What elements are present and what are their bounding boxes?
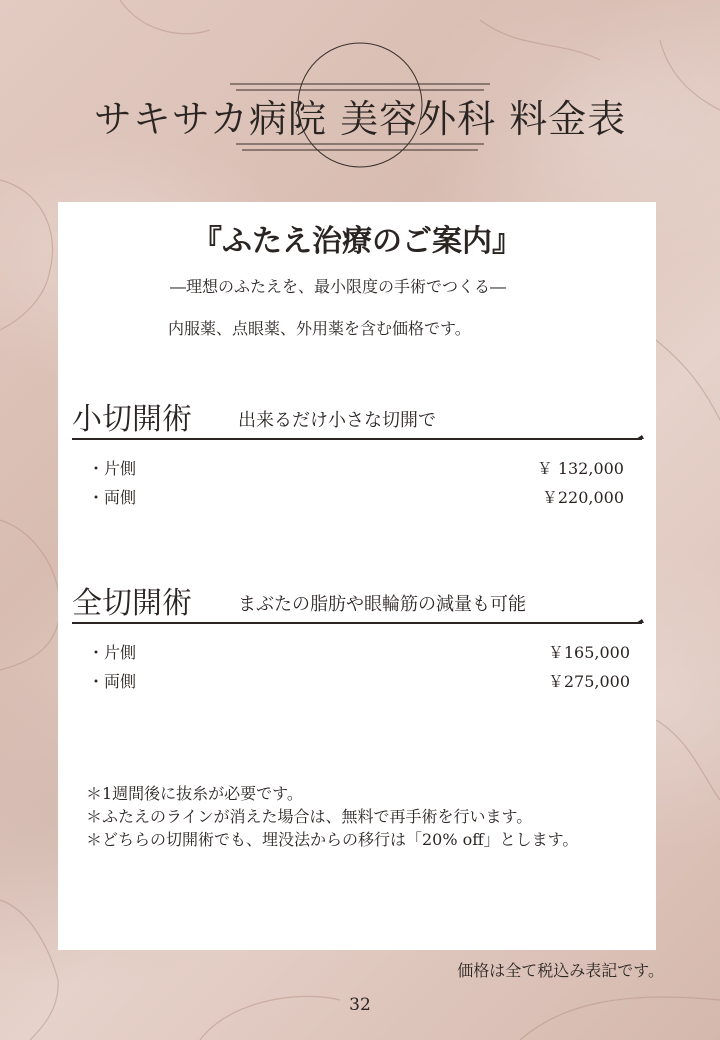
price-row: [72, 452, 642, 481]
section-description: まぶたの脂肪や眼輪筋の減量も可能: [238, 594, 526, 615]
note-item: ＊ふたえのラインが消えた場合は、無料で再手術を行います。: [86, 807, 533, 826]
notes-list: [86, 782, 578, 851]
price-value: ￥165,000: [547, 643, 630, 662]
price-item: ・片側: [88, 643, 137, 662]
price-value: ￥ 132,000: [536, 459, 624, 478]
price-row: [72, 636, 642, 665]
section-name: 全切開術: [72, 586, 192, 621]
section-header: [72, 578, 642, 622]
price-note: 内服薬、点眼薬、外用薬を含む価格です。: [168, 319, 471, 338]
card-subtitle: ―理想のふたえを、最小限度の手術でつくる―: [169, 277, 506, 296]
section-divider: [72, 438, 642, 440]
price-row: [72, 665, 642, 694]
section-name: 小切開術: [72, 402, 192, 437]
card-title: 『ふたえ治療のご案内』: [192, 224, 522, 259]
price-item: ・両側: [88, 488, 137, 507]
price-row: [72, 481, 642, 510]
section-small-incision: [72, 394, 642, 510]
price-item: ・片側: [88, 459, 137, 478]
section-divider: [72, 622, 642, 624]
note-item: ＊どちらの切開術でも、埋没法からの移行は「20% off」とします。: [86, 830, 579, 849]
price-value: ￥220,000: [541, 488, 624, 507]
section-description: 出来るだけ小さな切開で: [238, 410, 436, 431]
section-full-incision: [72, 578, 642, 694]
page-header: [0, 0, 720, 190]
page-number: 32: [349, 995, 371, 1015]
page-title: サキサカ病院 美容外科 料金表: [93, 97, 627, 141]
section-header: [72, 394, 642, 438]
price-value: ￥275,000: [547, 672, 630, 691]
note-item: ＊1週間後に抜糸が必要です。: [86, 784, 303, 803]
price-card: [58, 202, 656, 950]
tax-note: 価格は全て税込み表記です。: [457, 961, 664, 980]
price-item: ・両側: [88, 672, 137, 691]
